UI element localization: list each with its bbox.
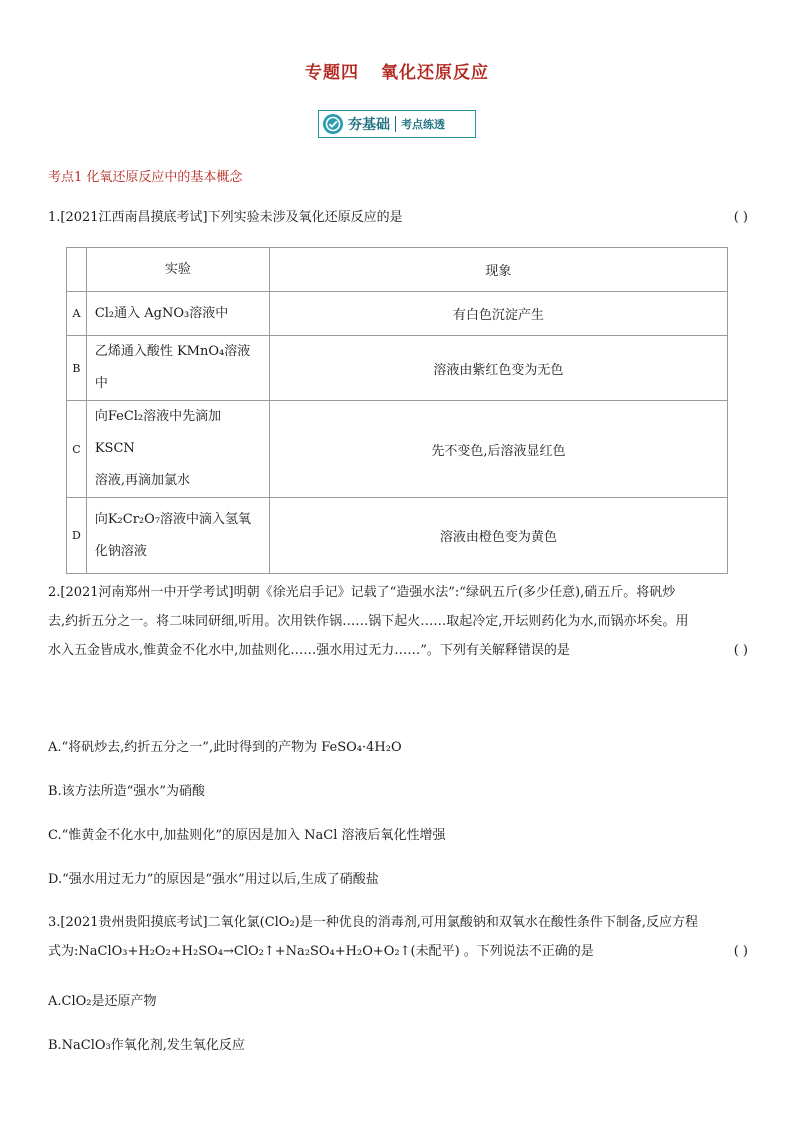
question-1-text: 1.[2021江西南昌摸底考试]下列实验未涉及氧化还原反应的是	[48, 210, 403, 225]
table-header-row	[67, 248, 728, 292]
experiment-cell	[86, 401, 269, 498]
table-row	[67, 336, 728, 401]
question-3-line: 3.[2021贵州贵阳摸底考试]二氧化氯(ClO₂)是一种优良的消毒剂,可用氯酸钠和双氧水在酸性条件下制备,反应方程	[48, 915, 699, 930]
question-2-last-line	[48, 636, 748, 665]
table-header-experiment: 实验	[86, 248, 269, 292]
experiment-line: 向FeCl₂溶液中先滴加 KSCN	[94, 409, 222, 456]
question-3-line: 式为:NaClO₃+H₂O₂+H₂SO₄→ClO₂↑+Na₂SO₄+H₂O+O₂↑(未配平) 。下列说法不正确的是	[48, 944, 594, 959]
section-badge	[318, 110, 476, 138]
row-label: A	[67, 292, 87, 336]
title-part2: 氧化还原反应	[381, 63, 489, 83]
experiment-cell	[86, 498, 269, 574]
option-c: C.“惟黄金不化水中,加盐则化”的原因是加入 NaCl 溶液后氧化性增强	[48, 828, 446, 843]
question-2-stem	[48, 578, 748, 665]
row-label: B	[67, 336, 87, 401]
phenomenon-cell: 溶液由紫红色变为无色	[269, 336, 727, 401]
badge-sub: 考点练透	[401, 118, 445, 131]
option-d: D.“强水用过无力”的原因是“强水”用过以后,生成了硝酸盐	[48, 872, 379, 887]
phenomenon-cell: 先不变色,后溶液显红色	[269, 401, 727, 498]
experiment-cell: 乙烯通入酸性 KMnO₄溶液中	[86, 336, 269, 401]
page-title	[0, 58, 794, 83]
question-3-last-line	[48, 937, 748, 966]
experiment-line: 化钠溶液	[94, 543, 147, 559]
answer-bracket: ( )	[733, 944, 748, 959]
table-header-phenomenon: 现象	[269, 248, 727, 292]
option-b: B.NaClO₃作氧化剂,发生氧化反应	[48, 1038, 245, 1053]
table-row	[67, 401, 728, 498]
answer-bracket: ( )	[733, 643, 748, 658]
option-b: B.该方法所造“强水”为硝酸	[48, 784, 205, 799]
phenomenon-cell: 有白色沉淀产生	[269, 292, 727, 336]
table-row	[67, 498, 728, 574]
row-label: D	[67, 498, 87, 574]
badge-separator	[395, 116, 396, 132]
question-1-stem	[48, 203, 748, 232]
option-a: A.ClO₂是还原产物	[48, 994, 157, 1009]
option-a: A.“将矾炒去,约折五分之一”,此时得到的产物为 FeSO₄·4H₂O	[48, 740, 402, 755]
title-part1: 专题四	[305, 63, 359, 83]
badge-main: 夯基础	[348, 117, 390, 133]
question-2-line: 2.[2021河南郑州一中开学考试]明朝《徐光启手记》记载了“造强水法”:“绿矾五斤(多少任意),硝五斤。将矾炒	[48, 585, 676, 600]
phenomenon-cell: 溶液由橙色变为黄色	[269, 498, 727, 574]
experiment-line: 溶液,再滴加氯水	[94, 473, 190, 488]
row-label: C	[67, 401, 87, 498]
question-3-stem	[48, 908, 748, 966]
answer-bracket: ( )	[733, 210, 748, 225]
check-circle-icon	[322, 113, 344, 135]
section-heading: 考点1 化氧还原反应中的基本概念	[48, 170, 243, 185]
experiment-table	[66, 247, 728, 574]
table-row	[67, 292, 728, 336]
question-2-line: 去,约折五分之一。将二味同研细,听用。次用铁作锅……锅下起火……取起冷定,开坛则药化为水,而锅亦坏矣。用	[48, 614, 689, 629]
question-2-line: 水入五金皆成水,惟黄金不化水中,加盐则化……强水用过无力……”。下列有关解释错误的是	[48, 643, 570, 658]
table-corner-cell	[67, 248, 87, 292]
experiment-line: 向K₂Cr₂O₇溶液中滴入氢氧	[94, 511, 251, 527]
experiment-cell: Cl₂通入 AgNO₃溶液中	[86, 292, 269, 336]
